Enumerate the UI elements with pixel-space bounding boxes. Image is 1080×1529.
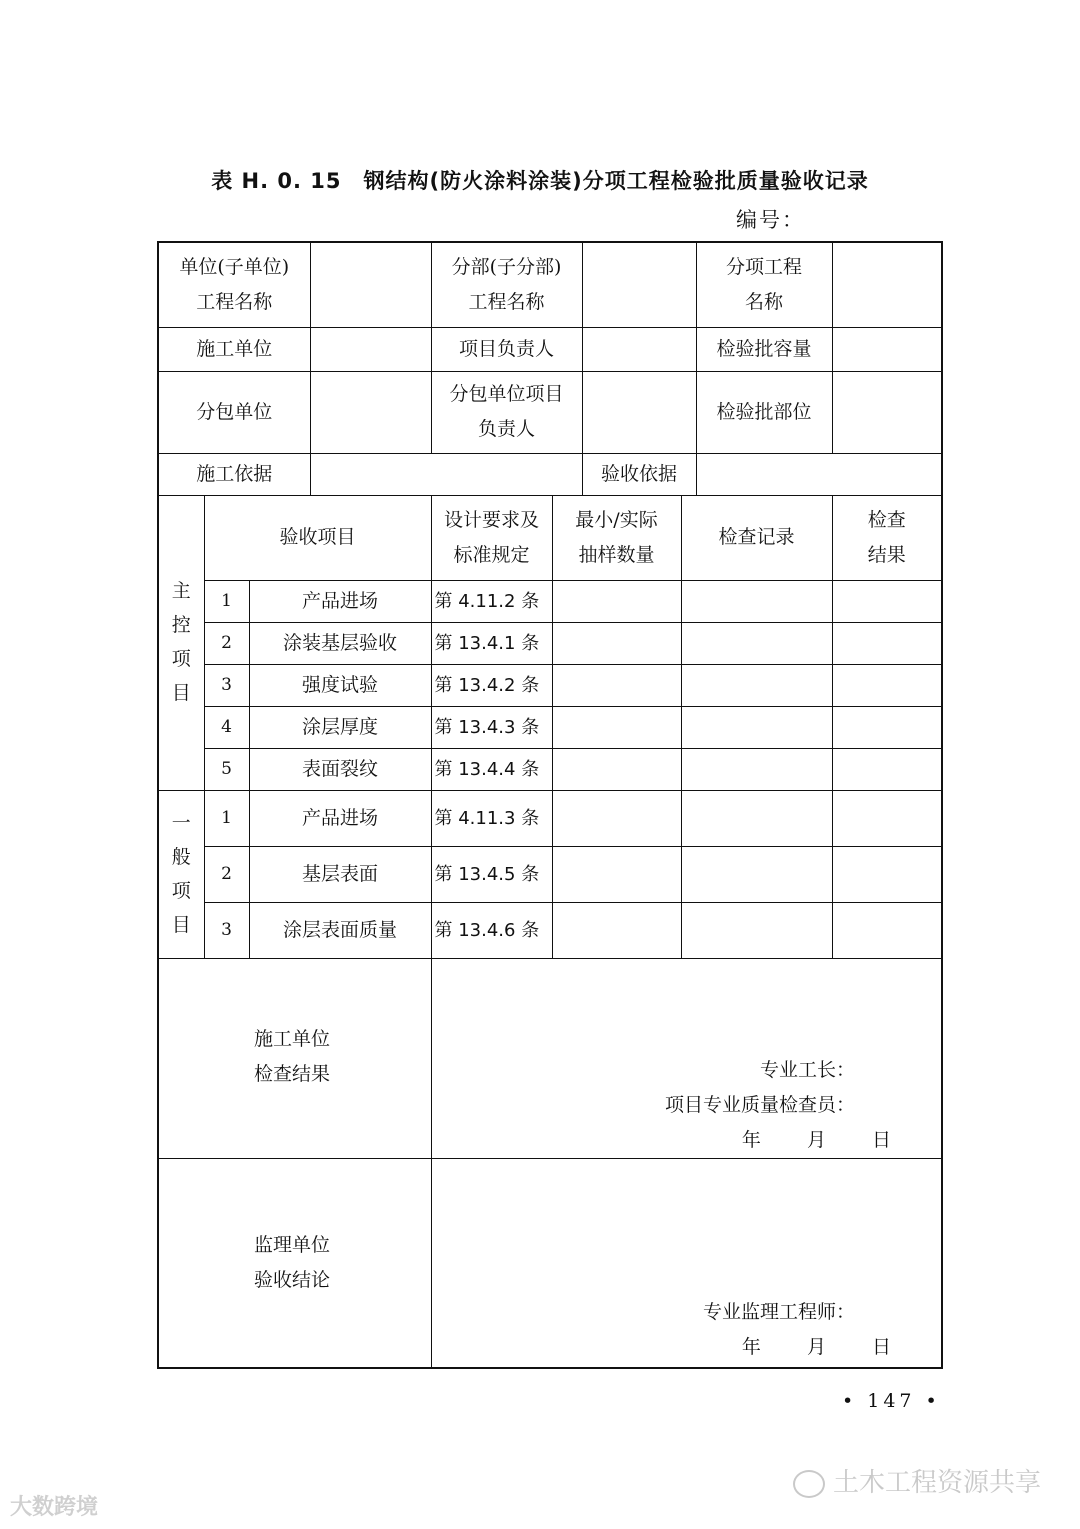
- sample-cell[interactable]: [552, 790, 681, 846]
- batch-location-value[interactable]: [832, 371, 942, 453]
- document-title: [0, 165, 1080, 195]
- sample-cell[interactable]: [552, 580, 681, 622]
- item-name: 强度试验: [249, 664, 431, 706]
- subcontractor-label: 分包单位: [158, 371, 310, 453]
- sample-cell[interactable]: [552, 902, 681, 958]
- table-row: [158, 846, 942, 902]
- col-design-requirement: 设计要求及 标准规定: [431, 495, 552, 580]
- col-inspection-record: 检查记录: [681, 495, 832, 580]
- result-cell[interactable]: [832, 580, 942, 622]
- subitem-value[interactable]: [832, 242, 942, 327]
- project-manager-label: 项目负责人: [431, 327, 582, 371]
- batch-capacity-label: 检验批容量: [696, 327, 832, 371]
- item-number: 4: [204, 706, 249, 748]
- item-number: 2: [204, 622, 249, 664]
- record-cell[interactable]: [681, 790, 832, 846]
- item-clause: 第 13.4.6 条: [431, 902, 552, 958]
- table-code: 表 H. 0. 15: [211, 169, 342, 193]
- unit-name-value[interactable]: [310, 242, 431, 327]
- item-name: 涂层表面质量: [249, 902, 431, 958]
- sub-manager-value[interactable]: [582, 371, 696, 453]
- item-number: 1: [204, 790, 249, 846]
- item-name: 表面裂纹: [249, 748, 431, 790]
- item-name: 产品进场: [249, 790, 431, 846]
- contractor-check-date: 年 月 日: [741, 1128, 911, 1151]
- item-clause: 第 13.4.2 条: [431, 664, 552, 706]
- item-number: 5: [204, 748, 249, 790]
- supervisor-conclusion-label: 监理单位 验收结论: [254, 1233, 331, 1291]
- table-title: 钢结构(防火涂料涂装)分项工程检验批质量验收记录: [363, 169, 869, 193]
- contractor-check-label-cell: [158, 958, 431, 1158]
- contractor-check-area[interactable]: [431, 958, 942, 1158]
- record-cell[interactable]: [681, 846, 832, 902]
- foreman-signature-label: 专业工长：: [759, 1058, 855, 1081]
- item-clause: 第 13.4.5 条: [431, 846, 552, 902]
- item-clause: 第 4.11.3 条: [431, 790, 552, 846]
- col-sample-quantity: 最小/实际 抽样数量: [552, 495, 681, 580]
- wechat-icon: [793, 1470, 825, 1498]
- item-number: 3: [204, 664, 249, 706]
- project-manager-value[interactable]: [582, 327, 696, 371]
- general-group-label: 一 般 项 目: [158, 790, 204, 958]
- supervisor-conclusion-area[interactable]: [431, 1158, 942, 1368]
- division-label: 分部(子分部) 工程名称: [431, 242, 582, 327]
- sub-manager-label: 分包单位项目 负责人: [431, 371, 582, 453]
- item-name: 产品进场: [249, 580, 431, 622]
- result-cell[interactable]: [832, 790, 942, 846]
- item-name: 涂层厚度: [249, 706, 431, 748]
- contractor-check-label: 施工单位 检查结果: [254, 1027, 331, 1085]
- serial-number-label: 编号：: [736, 208, 805, 232]
- col-acceptance-item: 验收项目: [204, 495, 431, 580]
- page-number: • 147 •: [842, 1390, 941, 1412]
- col-inspection-result: 检查 结果: [832, 495, 942, 580]
- item-clause: 第 4.11.2 条: [431, 580, 552, 622]
- batch-capacity-value[interactable]: [832, 327, 942, 371]
- acceptance-basis-label: 验收依据: [582, 453, 696, 495]
- construction-basis-value[interactable]: [310, 453, 582, 495]
- record-cell[interactable]: [681, 622, 832, 664]
- record-cell[interactable]: [681, 580, 832, 622]
- record-cell[interactable]: [681, 664, 832, 706]
- supervisor-conclusion-label-cell: [158, 1158, 431, 1368]
- item-number: 1: [204, 580, 249, 622]
- item-number: 2: [204, 846, 249, 902]
- supervisor-date: 年 月 日: [741, 1335, 911, 1358]
- record-cell[interactable]: [681, 706, 832, 748]
- watermark-right: 土木工程资源共享: [793, 1462, 1041, 1499]
- table-row: [158, 664, 942, 706]
- result-cell[interactable]: [832, 706, 942, 748]
- batch-location-label: 检验批部位: [696, 371, 832, 453]
- table-row: [158, 706, 942, 748]
- table-row: [158, 748, 942, 790]
- quality-inspector-signature-label: 项目专业质量检查员：: [664, 1093, 855, 1116]
- item-clause: 第 13.4.3 条: [431, 706, 552, 748]
- result-cell[interactable]: [832, 902, 942, 958]
- acceptance-basis-value[interactable]: [696, 453, 942, 495]
- subitem-label: 分项工程 名称: [696, 242, 832, 327]
- contractor-value[interactable]: [310, 327, 431, 371]
- record-cell[interactable]: [681, 748, 832, 790]
- unit-name-label: 单位(子单位) 工程名称: [158, 242, 310, 327]
- item-name: 基层表面: [249, 846, 431, 902]
- record-cell[interactable]: [681, 902, 832, 958]
- sample-cell[interactable]: [552, 622, 681, 664]
- item-clause: 第 13.4.4 条: [431, 748, 552, 790]
- result-cell[interactable]: [832, 846, 942, 902]
- construction-basis-label: 施工依据: [158, 453, 310, 495]
- main-control-group-label: 主 控 项 目: [158, 495, 204, 790]
- table-row: [158, 622, 942, 664]
- result-cell[interactable]: [832, 748, 942, 790]
- sample-cell[interactable]: [552, 846, 681, 902]
- item-number: 3: [204, 902, 249, 958]
- sample-cell[interactable]: [552, 706, 681, 748]
- table-row: [158, 790, 942, 846]
- result-cell[interactable]: [832, 622, 942, 664]
- division-value[interactable]: [582, 242, 696, 327]
- item-name: 涂装基层验收: [249, 622, 431, 664]
- result-cell[interactable]: [832, 664, 942, 706]
- watermark-left: 大数跨境: [10, 1495, 99, 1520]
- contractor-label: 施工单位: [158, 327, 310, 371]
- item-clause: 第 13.4.1 条: [431, 622, 552, 664]
- table-row: [158, 580, 942, 622]
- inspection-record-table: [157, 241, 943, 1369]
- sample-cell[interactable]: [552, 664, 681, 706]
- table-row: [158, 902, 942, 958]
- subcontractor-value[interactable]: [310, 371, 431, 453]
- supervising-engineer-signature-label: 专业监理工程师：: [702, 1300, 855, 1323]
- sample-cell[interactable]: [552, 748, 681, 790]
